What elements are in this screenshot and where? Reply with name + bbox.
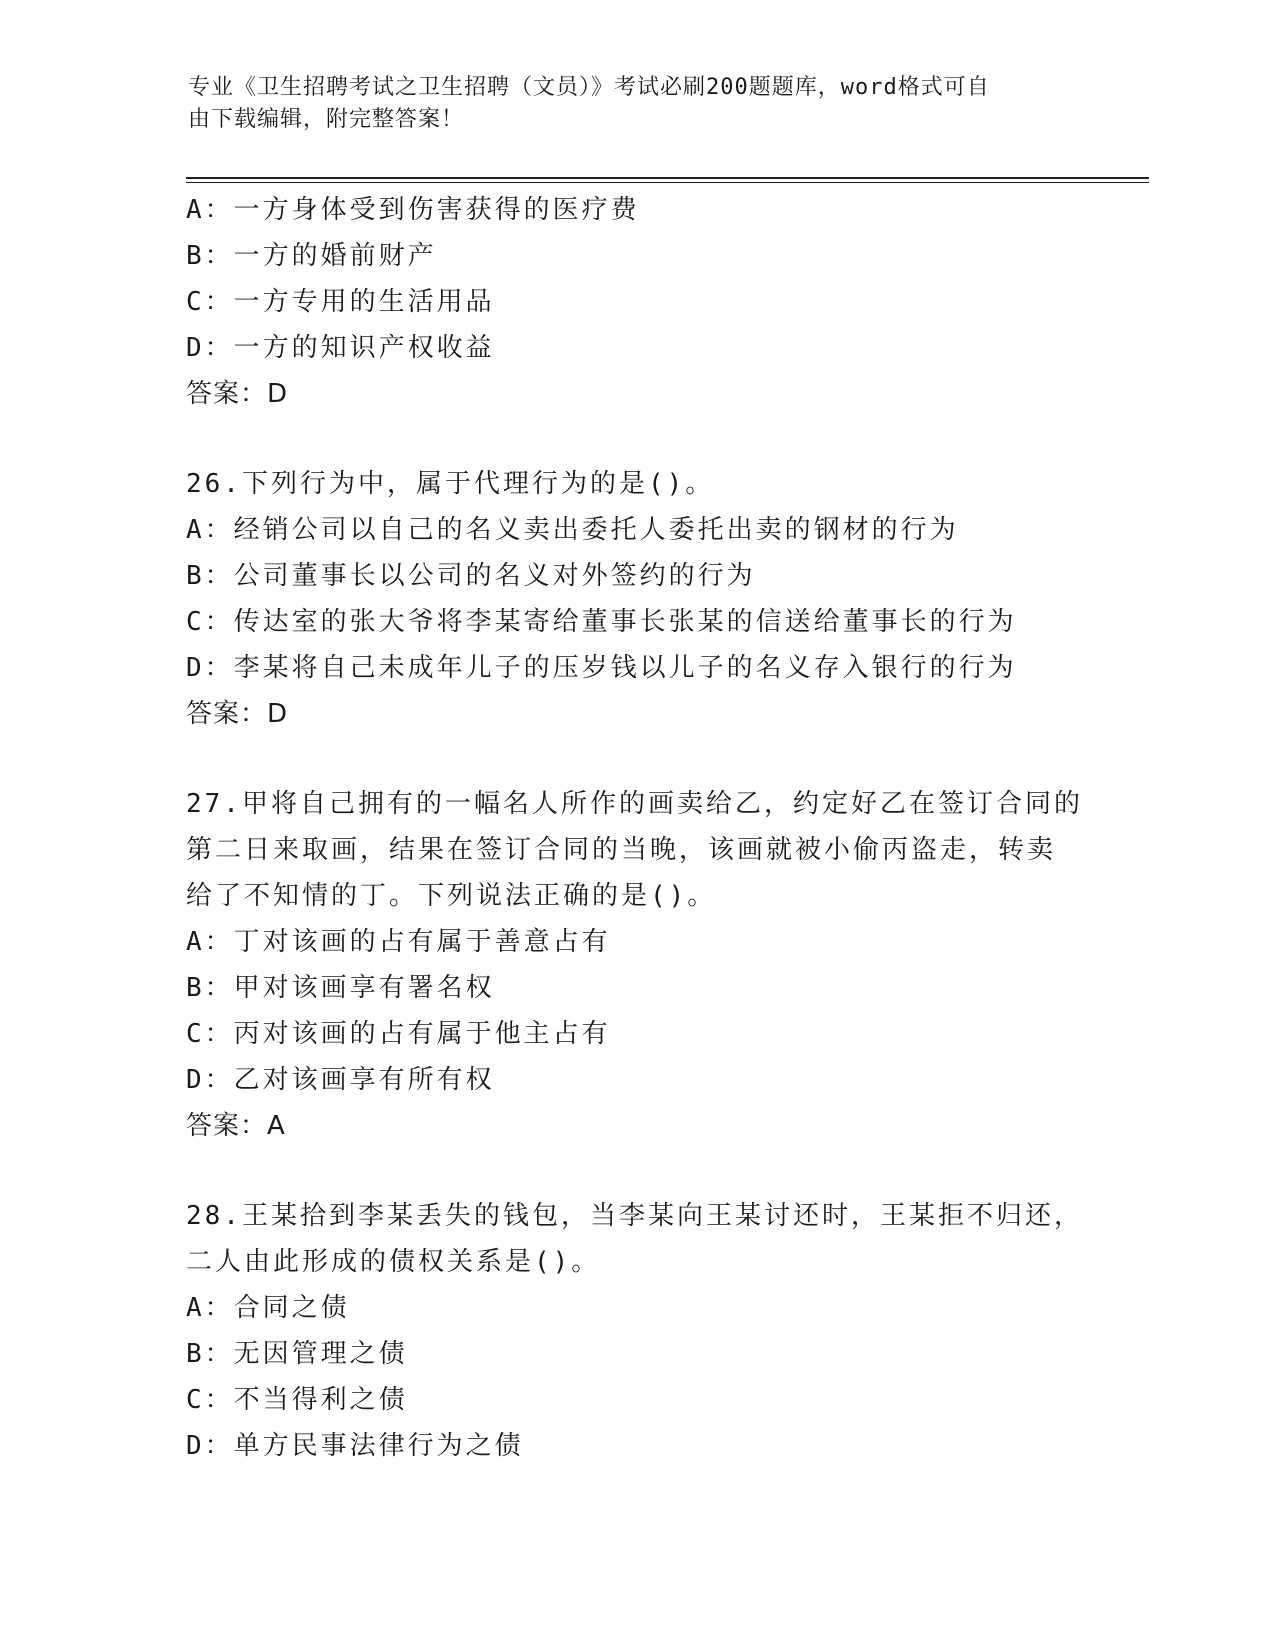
- question-27: [186, 781, 1086, 1149]
- option-b: B：一方的婚前财产: [186, 241, 437, 271]
- option-c: C：丙对该画的占有属于他主占有: [186, 1019, 611, 1049]
- option-b: B：公司董事长以公司的名义对外签约的行为: [186, 561, 756, 591]
- option-b: B：无因管理之债: [186, 1339, 408, 1369]
- question-28: [186, 1193, 1086, 1469]
- header-line-1: 专业《卫生招聘考试之卫生招聘（文员）》考试必刷200题题库，word格式可自: [188, 75, 990, 100]
- question-stem: 28.王某拾到李某丢失的钱包，当李某向王某讨还时，王某拒不归还，: [186, 1201, 1083, 1231]
- spacer: [186, 417, 1086, 461]
- question-stem: 二人由此形成的债权关系是()。: [186, 1247, 601, 1277]
- question-stem: 27.甲将自己拥有的一幅名人所作的画卖给乙，约定好乙在签订合同的: [186, 789, 1083, 819]
- option-a: A：一方身体受到伤害获得的医疗费: [186, 195, 640, 225]
- option-d: D：一方的知识产权收益: [186, 333, 495, 363]
- header-divider-thin: [186, 182, 1149, 183]
- option-c: C：传达室的张大爷将李某寄给董事长张某的信送给董事长的行为: [186, 607, 1017, 637]
- option-a: A：经销公司以自己的名义卖出委托人委托出卖的钢材的行为: [186, 515, 959, 545]
- spacer: [186, 1149, 1086, 1193]
- question-stem: 第二日来取画，结果在签订合同的当晚，该画就被小偷丙盗走，转卖: [186, 835, 1057, 865]
- header-line-2: 由下载编辑，附完整答案！: [188, 107, 465, 132]
- option-d: D：单方民事法律行为之债: [186, 1431, 524, 1461]
- option-c: C：不当得利之债: [186, 1385, 408, 1415]
- option-a: A：合同之债: [186, 1293, 350, 1323]
- question-26: [186, 461, 1086, 737]
- option-d: D：乙对该画享有所有权: [186, 1065, 495, 1095]
- header-divider-thick: [186, 177, 1149, 179]
- document-header: [188, 72, 1088, 136]
- question-list: [186, 187, 1086, 1469]
- option-c: C：一方专用的生活用品: [186, 287, 495, 317]
- spacer: [186, 737, 1086, 781]
- option-d: D：李某将自己未成年儿子的压岁钱以儿子的名义存入银行的行为: [186, 653, 1017, 683]
- question-stem: 给了不知情的丁。下列说法正确的是()。: [186, 881, 717, 911]
- answer-text: 答案：A: [186, 1111, 286, 1141]
- question-stem: 26.下列行为中，属于代理行为的是()。: [186, 469, 715, 499]
- answer-text: 答案：D: [186, 379, 289, 409]
- answer-text: 答案：D: [186, 699, 289, 729]
- option-b: B：甲对该画享有署名权: [186, 973, 495, 1003]
- question-25-tail: [186, 187, 1086, 417]
- option-a: A：丁对该画的占有属于善意占有: [186, 927, 611, 957]
